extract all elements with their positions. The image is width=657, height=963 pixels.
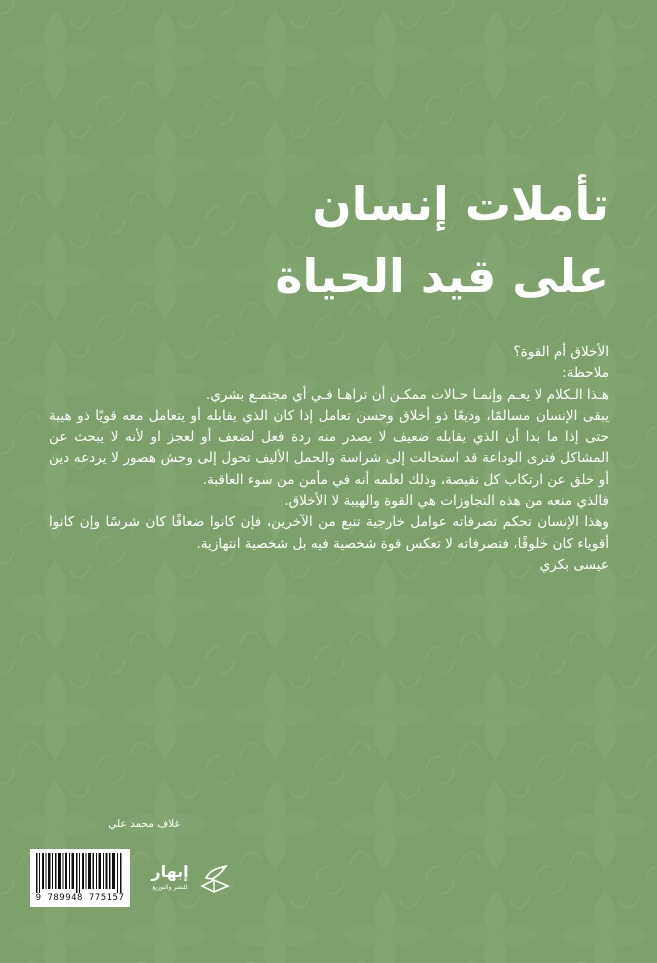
publisher-tagline: للنشر والتوزيع [152, 884, 188, 891]
blurb-heading: الأخلاق أم القوة؟ [513, 344, 609, 360]
isbn-number: 9 789948 775157 [35, 893, 125, 903]
bird-book-icon [198, 862, 232, 896]
note-label: ملاحظة: [562, 365, 609, 382]
publisher-name: إبهار [151, 862, 189, 881]
isbn-barcode [30, 849, 130, 907]
book-title-line-2: على قيد الحياة [275, 249, 609, 303]
barcode-icon [34, 853, 126, 893]
cover-credit: غلاف محمد علي [108, 818, 180, 830]
blurb-text [49, 342, 609, 576]
book-title [49, 168, 609, 312]
publisher-logo [146, 860, 236, 900]
book-title-line-1: تأملات إنسان [312, 177, 609, 231]
author-name: عيسى بكري [539, 556, 609, 573]
blurb-paragraph-2: فالذي منعه من هذه التجاوزات هي القوة والهيبة لا الأخلاق. [284, 493, 609, 510]
blurb-paragraph-3: وهذا الإنسان تحكم تصرفاته عوامل خارجية تنبع من الآخرين، فإن كانوا ضعافًا كان شرسًا وإن كانوا أقوياء كان خلوقًا، فتصرفاته لا تعكس قوة شخصية فيه بل شخصية انتهازية. [49, 514, 609, 552]
note-text: هـذا الـكلام لا يعـم وإنمـا حـالات ممكـن أن تراهـا فـي أي مجتمـع بشري. [205, 386, 609, 403]
blurb-paragraph-1: يبقى الإنسان مسالمًا، وديعًا ذو أخلاق وحسن تعامل إذا كان الذي يقابله أو يتعامل معه قويًا ذو هيبة حتى إذا ما بدا أن الذي يقابله ضعيف لا يصدر منه ردة فعل لضعف أو لعجز او لأنه لا يبحث عن المشاكل فترى الوداعة قد استحالت إلى شراسة والحمل الأليف تحول إلى وحش هصور لا يردعه دين أو خلق عن ارتكاب كل نقيصة، وذلك لعلمه أنه في مأمن من سوء العاقبة. [49, 407, 609, 488]
